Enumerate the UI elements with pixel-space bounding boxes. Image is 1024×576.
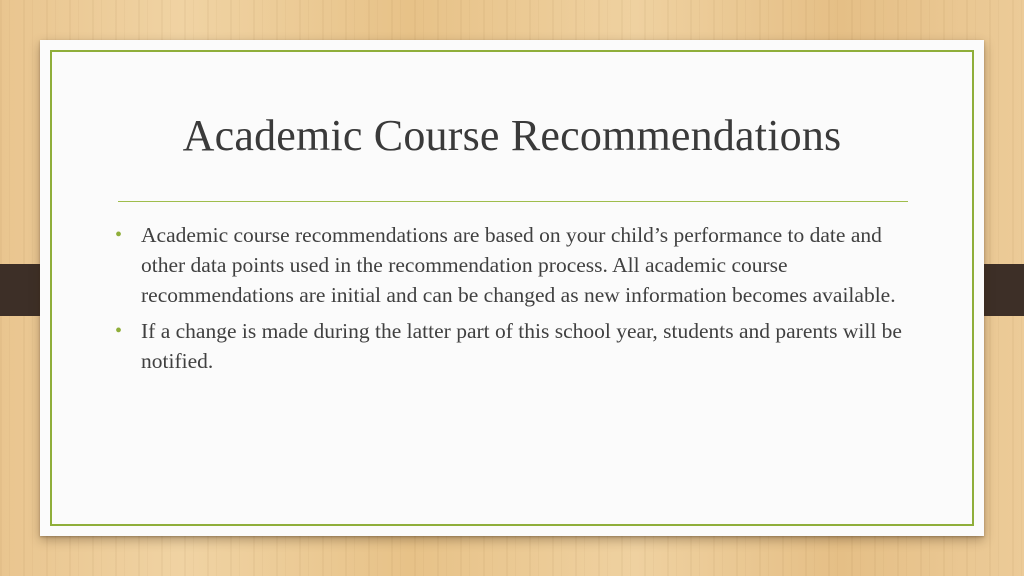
bullet-dot-icon: •	[115, 224, 123, 246]
bullet-item	[115, 220, 925, 310]
slide-card	[40, 40, 984, 536]
bullet-text: Academic course recommendations are based on your child’s performance to date and other data points used in the recommendation process. All academic course recommendations are initial and can be changed as new information becomes available.	[141, 223, 896, 307]
bullet-dot-icon: •	[115, 320, 123, 342]
bullet-item	[115, 316, 925, 376]
bullet-list	[115, 220, 925, 382]
bullet-text: If a change is made during the latter part of this school year, students and parents will be notified.	[141, 319, 902, 373]
title-divider	[118, 201, 908, 202]
slide-title: Academic Course Recommendations	[182, 111, 842, 160]
